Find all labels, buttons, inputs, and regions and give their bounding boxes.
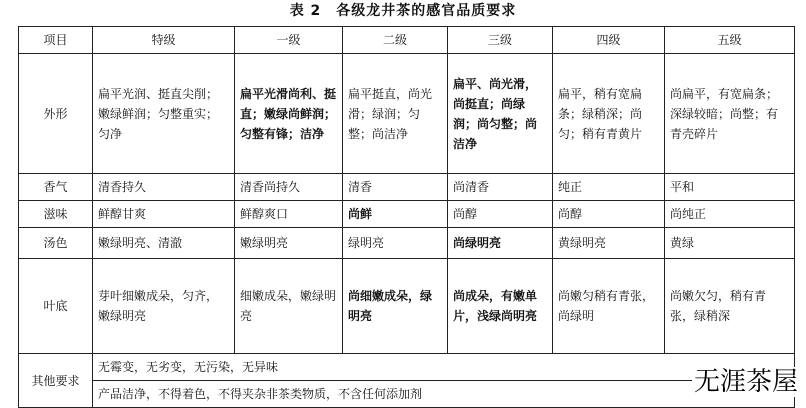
- other-requirement-line: 产品洁净，不得着色，不得夹杂非茶类物质，不含任何添加剂: [93, 381, 795, 408]
- row-label-taste: 滋味: [19, 201, 93, 228]
- cell-appearance-grade-5: 尚扁平，有宽扁条；深绿较暗；尚整；有青壳碎片: [665, 54, 795, 174]
- cell-leaf-grade-2: 尚细嫩成朵，绿明亮: [343, 259, 448, 354]
- cell-taste-grade-3: 尚醇: [448, 201, 553, 228]
- cell-leaf-grade-4: 尚嫩匀稍有青张，尚绿明: [553, 259, 665, 354]
- cell-leaf-grade-1: 细嫩成朵，嫩绿明亮: [235, 259, 343, 354]
- header-grade-3: 三级: [448, 27, 553, 54]
- header-grade-2: 二级: [343, 27, 448, 54]
- header-row: [19, 27, 795, 54]
- header-grade-1: 一级: [235, 27, 343, 54]
- table-row-appearance: [19, 54, 795, 174]
- table-row-aroma: [19, 174, 795, 201]
- cell-color-grade-5: 黄绿: [665, 228, 795, 259]
- row-label-appearance: 外形: [19, 54, 93, 174]
- table-row-liquor-color: [19, 228, 795, 259]
- cell-taste-grade-2: 尚鲜: [343, 201, 448, 228]
- header-grade-4: 四级: [553, 27, 665, 54]
- row-label-other-requirements: 其他要求: [19, 354, 93, 408]
- table-title: 表 2 各级龙井茶的感官品质要求: [289, 3, 517, 19]
- table-row-taste: [19, 201, 795, 228]
- cell-leaf-grade-5: 尚嫩欠匀，稍有青张，绿稍深: [665, 259, 795, 354]
- quality-requirements-table: [18, 26, 795, 408]
- cell-taste-grade-1: 鲜醇爽口: [235, 201, 343, 228]
- cell-appearance-grade-3: 扁平、尚光滑，尚挺直；尚绿润；尚匀整；尚洁净: [448, 54, 553, 174]
- cell-color-grade-4: 黄绿明亮: [553, 228, 665, 259]
- cell-leaf-grade-3: 尚成朵，有嫩单片，浅绿尚明亮: [448, 259, 553, 354]
- cell-appearance-grade-4: 扁平，稍有宽扁条；绿稍深；尚匀；稍有青黄片: [553, 54, 665, 174]
- table-row-leaf-base: [19, 259, 795, 354]
- cell-aroma-grade-1: 清香尚持久: [235, 174, 343, 201]
- table-row-other-requirements: [19, 354, 795, 381]
- header-grade-5: 五级: [665, 27, 795, 54]
- row-label-leaf-base: 叶底: [19, 259, 93, 354]
- cell-color-grade-2: 绿明亮: [343, 228, 448, 259]
- cell-color-grade-1: 嫩绿明亮: [235, 228, 343, 259]
- cell-appearance-special: 扁平光润、挺直尖削；嫩绿鲜润；匀整重实；匀净: [93, 54, 235, 174]
- cell-taste-special: 鲜醇甘爽: [93, 201, 235, 228]
- cell-appearance-grade-1: 扁平光滑尚利、挺直；嫩绿尚鲜润；匀整有锋；洁净: [235, 54, 343, 174]
- cell-aroma-grade-4: 纯正: [553, 174, 665, 201]
- cell-color-grade-3: 尚绿明亮: [448, 228, 553, 259]
- cell-color-special: 嫩绿明亮、清澈: [93, 228, 235, 259]
- cell-aroma-grade-5: 平和: [665, 174, 795, 201]
- row-label-liquor-color: 汤色: [19, 228, 93, 259]
- cell-taste-grade-4: 尚醇: [553, 201, 665, 228]
- header-item: 项目: [19, 27, 93, 54]
- cell-appearance-grade-2: 扁平挺直，尚光滑；绿润；匀整；尚洁净: [343, 54, 448, 174]
- cell-aroma-grade-3: 尚清香: [448, 174, 553, 201]
- cell-taste-grade-5: 尚纯正: [665, 201, 795, 228]
- header-grade-special: 特级: [93, 27, 235, 54]
- cell-leaf-special: 芽叶细嫩成朵，匀齐，嫩绿明亮: [93, 259, 235, 354]
- table-row-other-requirements-2: [19, 381, 795, 408]
- cell-aroma-special: 清香持久: [93, 174, 235, 201]
- other-requirement-line: 无霉变，无劣变，无污染，无异味: [93, 354, 795, 381]
- watermark-text: 无涯茶屋: [693, 367, 798, 397]
- cell-aroma-grade-2: 清香: [343, 174, 448, 201]
- row-label-aroma: 香气: [19, 174, 93, 201]
